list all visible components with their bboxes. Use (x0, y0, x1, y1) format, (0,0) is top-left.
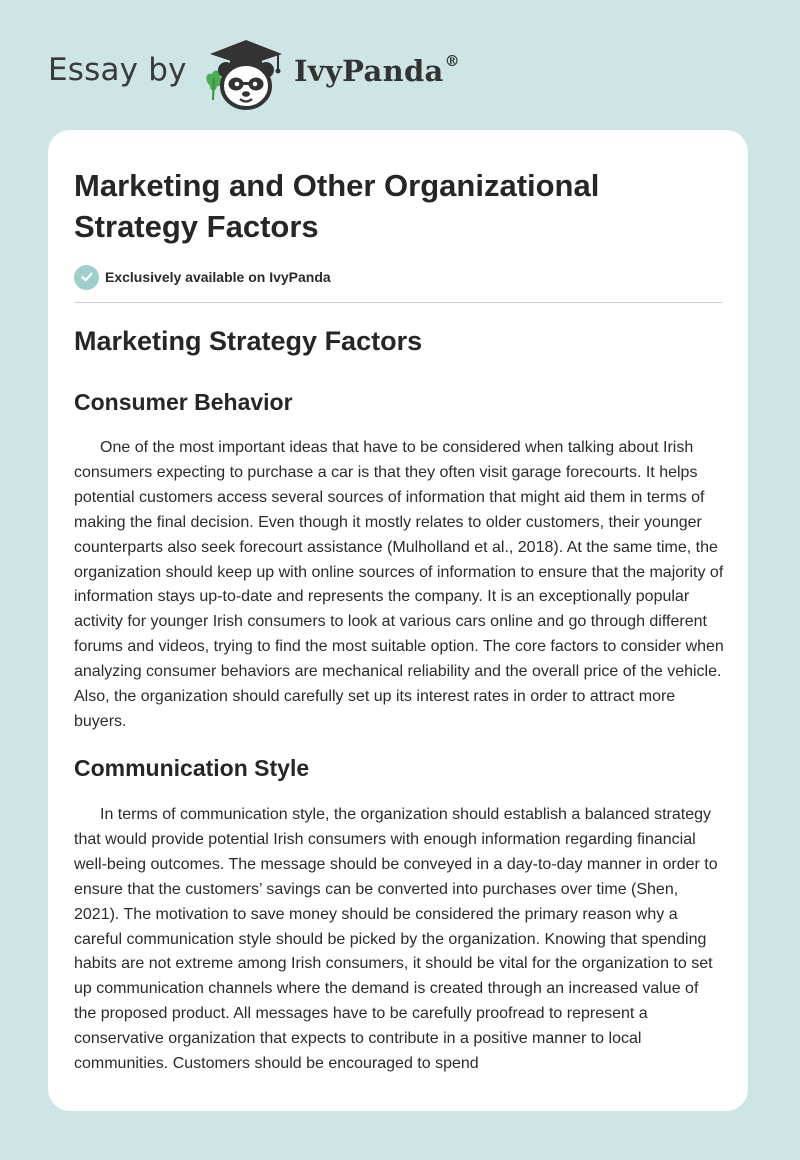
exclusive-badge (74, 264, 331, 290)
panda-logo-icon[interactable] (200, 34, 292, 112)
exclusive-label: Exclusively available on IvyPanda (105, 269, 331, 285)
subsection-heading-communication-style: Communication Style (74, 755, 310, 781)
brand-text: IvyPanda (294, 54, 444, 88)
site-header (48, 30, 508, 110)
brand-name[interactable] (294, 54, 460, 88)
page-title: Marketing and Other Organizational Strategy Factors (74, 168, 600, 244)
registered-mark: ® (444, 52, 460, 71)
check-circle-icon (74, 265, 99, 290)
section-heading: Marketing Strategy Factors (74, 326, 423, 356)
title-divider (74, 302, 722, 303)
paragraph-communication-style: In terms of communication style, the organization should establish a balanced strategy that would provide potential Irish consumers with enough information regarding financial well-being outcomes. The message should be conveyed in a day-to-day manner in order to ensure that the customers’ savings can be converted into purchases over time (Shen, 2021). The motivation to save money should be considered the primary reason why a careful communication style should be picked by the organization. Knowing that spending habits are not extreme among Irish consumers, it should be vital for the organization to set up communication channels where the demand is created through an increased value of the proposed product. All messages have to be carefully proofread to represent a conservative organization that expects to contribute in a positive manner to local communities. Customers should be encouraged to spend (74, 806, 718, 1073)
paragraph-consumer-behavior: One of the most important ideas that have to be considered when talking about Irish consumers expecting to purchase a car is that they often visit garage forecourts. It helps potential customers access several sources of information that might aid them in terms of making the final decision. Even though it mostly relates to older customers, their younger counterparts also seek forecourt assistance (Mulholland et al., 2018). At the same time, the organization should keep up with online sources of information to ensure that the majority of information stays up-to-date and represents the company. It is an exceptionally popular activity for younger Irish consumers to look at various cars online and go through different forums and videos, trying to find the most suitable option. The core factors to consider when analyzing consumer behaviors are mechanical reliability and the overall price of the vehicle. Also, the organization should carefully set up its interest rates in order to attract more buyers. (74, 439, 724, 730)
subsection-heading-consumer-behavior: Consumer Behavior (74, 389, 293, 415)
essay-card (48, 130, 748, 1111)
essay-by-label: Essay by (48, 52, 187, 88)
